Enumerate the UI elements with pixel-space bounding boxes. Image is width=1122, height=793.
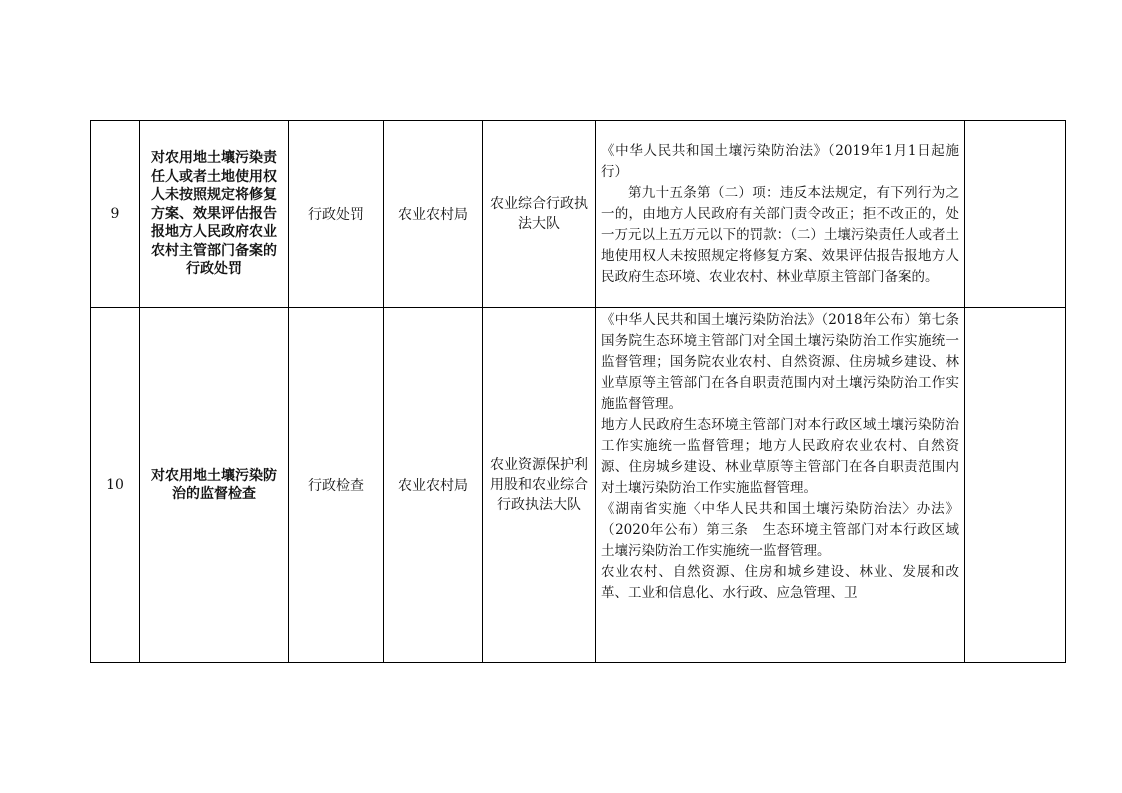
- item-note: [965, 308, 1066, 663]
- basis-paragraph: 《中华人民共和国土壤污染防治法》（2018年公布）第七条 国务院生态环境主管部门对全国土壤污染防治工作实施统一监督管理；国务院农业农村、自然资源、住房城乡建设、林业草原等主管部门在各自职责范围内对土壤污染防治工作实施监督管理。: [601, 312, 973, 412]
- basis-paragraph: 《湖南省实施〈中华人民共和国土壤污染防治法〉办法》（2020年公布）第三条 生态环境主管部门对本行政区域土壤污染防治工作实施统一监督管理。: [601, 501, 959, 559]
- item-type: 行政处罚: [289, 121, 384, 308]
- basis-paragraph: 地方人民政府生态环境主管部门对本行政区域土壤污染防治工作实施统一监督管理；地方人民政府农业农村、自然资源、住房城乡建设、林业草原等主管部门在各自职责范围内对土壤污染防治工作实施监督管理。: [601, 417, 959, 496]
- basis-paragraph: 《中华人民共和国土壤污染防治法》（2019年1月1日起施行）: [601, 142, 959, 180]
- item-unit: 农业综合行政执法大队: [483, 121, 596, 308]
- item-name: 对农用地土壤污染责任人或者土地使用权人未按照规定将修复方案、效果评估报告报地方人民政府农业农村主管部门备案的行政处罚: [140, 121, 289, 308]
- table-row: [91, 121, 1066, 308]
- item-number: 9: [91, 121, 140, 308]
- item-department: 农业农村局: [384, 308, 483, 663]
- basis-paragraph: 农业农村、自然资源、住房和城乡建设、林业、发展和改革、工业和信息化、水行政、应急管理、卫: [601, 564, 959, 601]
- item-name: 对农用地土壤污染防治的监督检查: [140, 308, 289, 663]
- basis-paragraph: 第九十五条第（二）项：违反本法规定，有下列行为之一的，由地方人民政府有关部门责令改正；拒不改正的，处一万元以上五万元以下的罚款：（二）土壤污染责任人或者土地使用权人未按照规定将修复方案、效果评估报告报地方人民政府生态环境、农业农村、林业草原主管部门备案的。: [601, 184, 959, 285]
- item-legal-basis: [596, 308, 973, 663]
- item-unit: 农业资源保护利用股和农业综合行政执法大队: [483, 308, 596, 663]
- table-row: [91, 308, 1066, 663]
- item-type: 行政检查: [289, 308, 384, 663]
- authority-table: [90, 120, 1066, 663]
- item-legal-basis: [596, 121, 965, 308]
- item-number: 10: [91, 308, 140, 663]
- item-note: [965, 121, 1066, 308]
- item-department: 农业农村局: [384, 121, 483, 308]
